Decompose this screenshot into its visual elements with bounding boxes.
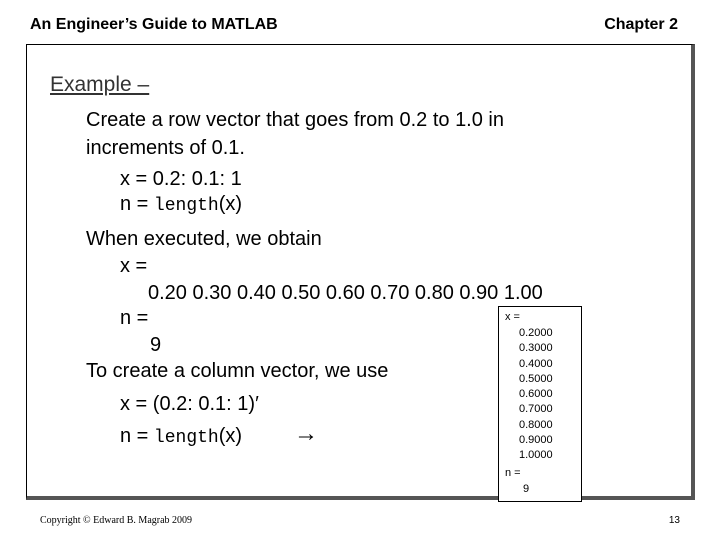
output-n-label: n = <box>120 307 149 329</box>
page-number: 13 <box>668 515 680 526</box>
intro-line-1: Create a row vector that goes from 0.2 to 1.0 in <box>86 109 504 131</box>
box-values <box>519 326 553 464</box>
arrow-right-icon: → <box>294 420 318 447</box>
column-output-box <box>498 306 582 502</box>
box-value: 0.2000 <box>519 327 553 339</box>
code-col-length-prefix: n = <box>120 425 154 447</box>
code-row-length <box>120 192 242 218</box>
code-row-assign: x = 0.2: 0.1: 1 <box>120 168 242 190</box>
box-value: 0.6000 <box>519 388 553 401</box>
length-function: length <box>153 196 219 216</box>
box-value: 0.5000 <box>519 372 553 385</box>
output-x-label: x = <box>120 255 148 277</box>
code-col-length <box>120 424 242 450</box>
slide-title: Example – <box>50 73 150 96</box>
box-value: 1.0000 <box>519 449 553 462</box>
code-row-length-prefix: n = <box>120 193 154 215</box>
box-value: 0.3000 <box>519 342 553 355</box>
executed-text: When executed, we obtain <box>86 228 322 250</box>
output-n-value: 9 <box>150 334 162 356</box>
intro-line-2: increments of 0.1. <box>86 137 245 159</box>
box-x-label: x = <box>505 311 520 323</box>
chapter-label: Chapter 2 <box>604 16 678 33</box>
code-col-assign: x = (0.2: 0.1: 1)′ <box>120 393 259 415</box>
length-function-2: length <box>153 428 219 448</box>
code-row-length-suffix: (x) <box>218 193 243 215</box>
box-value: 0.7000 <box>519 403 553 416</box>
box-n-label: n = <box>505 467 521 479</box>
box-value: 0.4000 <box>519 357 553 370</box>
column-vector-text: To create a column vector, we use <box>86 360 389 382</box>
box-value: 0.9000 <box>519 434 553 447</box>
box-n-value: 9 <box>523 483 530 495</box>
header-title: An Engineer’s Guide to MATLAB <box>30 16 278 33</box>
code-col-length-suffix: (x) <box>218 425 243 447</box>
box-value: 0.8000 <box>519 418 553 431</box>
copyright: Copyright © Edward B. Magrab 2009 <box>40 515 193 526</box>
output-x-values: 0.20 0.30 0.40 0.50 0.60 0.70 0.80 0.90 1.00 <box>148 282 543 304</box>
